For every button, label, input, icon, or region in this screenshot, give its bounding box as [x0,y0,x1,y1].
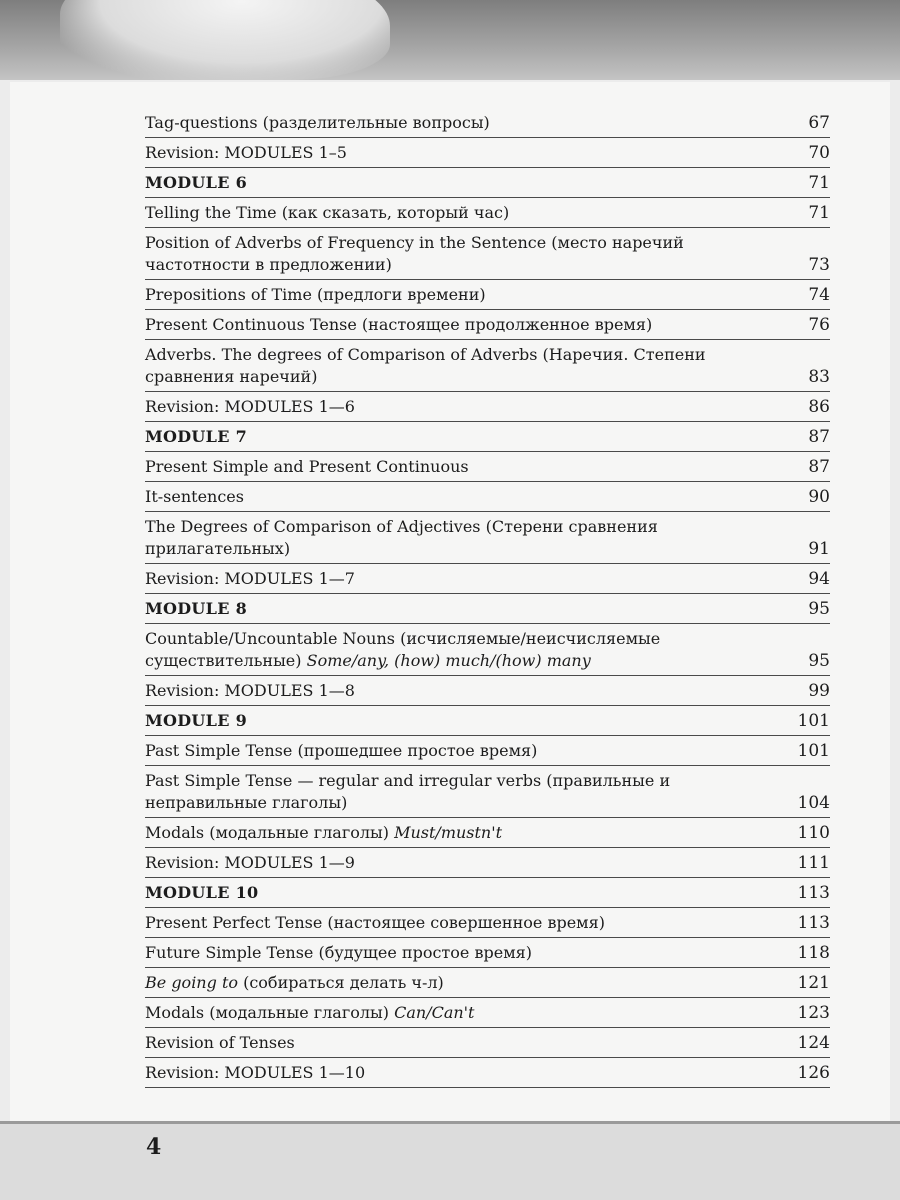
toc-module-heading [145,422,830,452]
toc-entry-text: MODULE 6 [145,173,248,192]
toc-entry-title [145,598,792,620]
toc-entry-title [145,142,792,164]
toc-page-number: 71 [808,203,830,223]
toc-entry-text: Revision: MODULES 1—8 [145,681,355,700]
toc-page-number: 110 [797,823,830,843]
toc-entry [145,848,830,878]
toc-entry [145,392,830,422]
toc-entry [145,766,830,818]
toc-entry-text: Tag-questions (разделительные вопросы) [145,113,490,132]
toc-entry-italic: Some/any, (how) much/(how) many [306,651,591,670]
toc-page-number: 123 [797,1003,830,1023]
toc-entry-title [145,314,792,336]
toc-entry-title [145,172,792,194]
toc-entry-title [145,740,792,762]
toc-entry-title [145,628,792,672]
toc-entry-title [145,1002,792,1024]
toc-page-number: 121 [797,973,830,993]
toc-entry [145,452,830,482]
toc-entry-title [145,112,792,134]
toc-page-number: 71 [808,173,830,193]
toc-entry [145,198,830,228]
toc-page-number: 126 [797,1063,830,1083]
toc-entry [145,938,830,968]
toc-entry-text: Revision: MODULES 1—7 [145,569,355,588]
toc-entry [145,736,830,766]
toc-entry-title [145,568,792,590]
toc-entry-text: (собираться делать ч-л) [243,973,444,992]
toc-entry-text: Past Simple Tense — regular and irregular verbs (правильные и неправильные глаголы) [145,771,671,812]
toc-page-number: 118 [797,943,830,963]
toc-entry [145,310,830,340]
toc-entry [145,968,830,998]
toc-entry [145,564,830,594]
toc-entry [145,998,830,1028]
toc-entry [145,676,830,706]
toc-entry-title [145,1062,792,1084]
toc-entry-text: MODULE 10 [145,883,259,902]
toc-entry-text: Countable/Uncountable Nouns (исчисляемые/неисчисляемые существительные) [145,629,661,670]
toc-entry [145,108,830,138]
toc-entry-text: Position of Adverbs of Frequency in the Sentence (место наречий частотности в предложении) [145,233,684,274]
toc-entry-text: Revision of Tenses [145,1033,295,1052]
toc-entry-title [145,516,792,560]
toc-entry-text: Adverbs. The degrees of Comparison of Adverbs (Наречия. Степени сравнения наречий) [145,345,706,386]
toc-entry-text: Modals (модальные глаголы) [145,1003,389,1022]
header-band [0,0,900,80]
toc-entry-title [145,344,792,388]
toc-page-number: 73 [808,255,830,275]
header-decoration [60,0,390,80]
toc-entry-title [145,426,792,448]
toc-entry-text: Past Simple Tense (прошедшее простое время) [145,741,538,760]
toc-entry [145,818,830,848]
toc-entry-text: Revision: MODULES 1—6 [145,397,355,416]
toc-page-number: 83 [808,367,830,387]
toc-entry-text: Revision: MODULES 1—10 [145,1063,366,1082]
page-number: 4 [146,1134,162,1160]
footer-band [0,1124,900,1200]
toc-page-number: 70 [808,143,830,163]
toc-entry [145,1028,830,1058]
toc-page-number: 94 [808,569,830,589]
toc-module-heading [145,168,830,198]
toc-entry-text: MODULE 8 [145,599,248,618]
toc-entry-text: MODULE 9 [145,711,248,730]
toc-module-heading [145,706,830,736]
toc-entry-title [145,710,792,732]
toc-page-number: 74 [808,285,830,305]
toc-entry-title [145,972,792,994]
toc-entry-text: Revision: MODULES 1–5 [145,143,347,162]
toc-entry-text: Present Continuous Tense (настоящее продолженное время) [145,315,653,334]
toc-entry-title [145,770,792,814]
toc-page-number: 101 [797,741,830,761]
toc-entry-text: Revision: MODULES 1—9 [145,853,355,872]
toc-entry-italic-prefix: Be going to [145,973,238,992]
toc-entry-italic: Can/Can't [394,1003,475,1022]
toc-entry-title [145,882,792,904]
toc-page-number: 87 [808,427,830,447]
toc-entry [145,1058,830,1088]
toc-module-heading [145,594,830,624]
toc-page-number: 86 [808,397,830,417]
toc-entry-title [145,942,792,964]
toc-entry [145,340,830,392]
toc-entry-text: Prepositions of Time (предлоги времени) [145,285,486,304]
toc-entry-text: The Degrees of Comparison of Adjectives (Стерени сравнения прилагательных) [145,517,658,558]
toc-entry-title [145,486,792,508]
toc-entry-text: Present Perfect Tense (настоящее совершенное время) [145,913,605,932]
toc-page-number: 99 [808,681,830,701]
toc-entry [145,512,830,564]
toc-entry [145,624,830,676]
toc-entry-title [145,202,792,224]
toc-page-number: 113 [797,913,830,933]
toc-page-number: 67 [808,113,830,133]
toc-entry-title [145,852,792,874]
toc-page-number: 95 [808,651,830,671]
toc-page-number: 101 [797,711,830,731]
toc-entry-title [145,396,792,418]
toc-entry-text: It-sentences [145,487,244,506]
toc-page-number: 91 [808,539,830,559]
toc-page-number: 76 [808,315,830,335]
toc-entry-title [145,284,792,306]
toc-entry-title [145,1032,792,1054]
toc-entry [145,908,830,938]
toc-entry-title [145,232,792,276]
toc-entry-title [145,822,792,844]
toc-page-number: 111 [797,853,830,873]
toc-entry-text: Telling the Time (как сказать, который час) [145,203,510,222]
toc-entry-italic: Must/mustn't [394,823,503,842]
toc-page-number: 95 [808,599,830,619]
toc-entry [145,228,830,280]
toc-page-number: 87 [808,457,830,477]
toc-entry-title [145,680,792,702]
toc-page-number: 113 [797,883,830,903]
toc-entry-text: Future Simple Tense (будущее простое время) [145,943,532,962]
toc-page-number: 104 [797,793,830,813]
toc-entry-text: MODULE 7 [145,427,248,446]
toc-entry-title [145,912,792,934]
toc-entry-title [145,456,792,478]
table-of-contents [145,108,830,1088]
toc-entry [145,280,830,310]
toc-page-number: 124 [797,1033,830,1053]
toc-module-heading [145,878,830,908]
toc-entry-text: Modals (модальные глаголы) [145,823,389,842]
toc-entry [145,482,830,512]
toc-entry-text: Present Simple and Present Continuous [145,457,469,476]
toc-entry [145,138,830,168]
toc-page-number: 90 [808,487,830,507]
